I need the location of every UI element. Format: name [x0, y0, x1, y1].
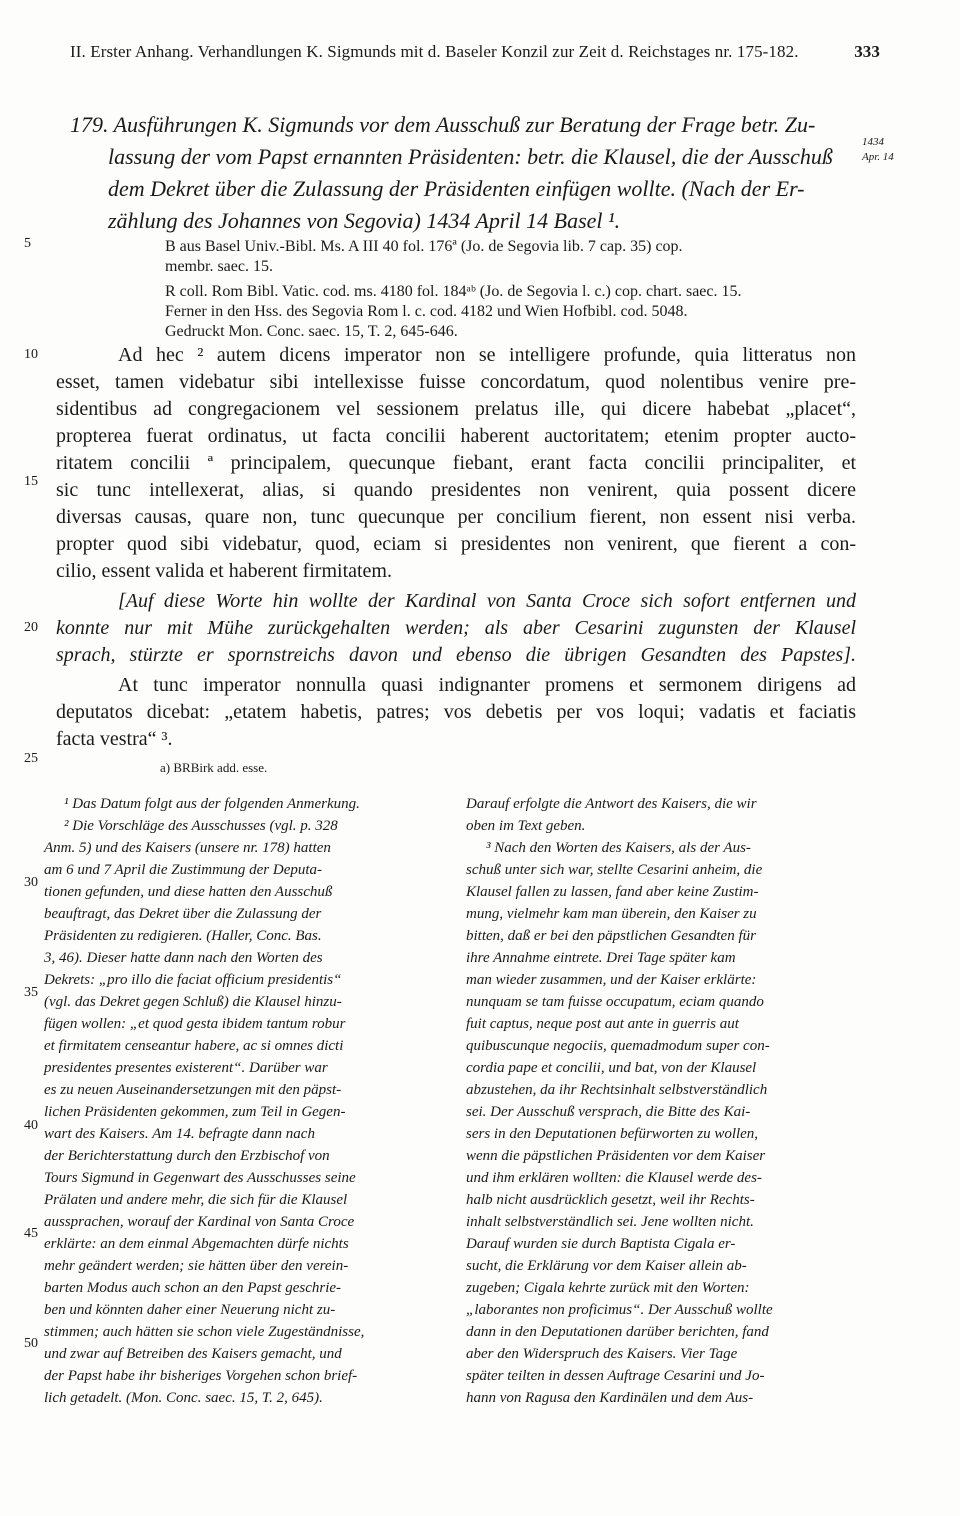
body-line: deputatos dicebat: „etatem habetis, patres; vos debetis per vos loqui; vadatis et faciatis [56, 701, 856, 723]
margin-year: 1434 [862, 136, 884, 148]
critical-apparatus: a) BRBirk add. esse. [160, 760, 268, 775]
footnote-line: ³ Nach den Worten des Kaisers, als der Aus- [486, 840, 751, 856]
line-number: 50 [24, 1336, 38, 1351]
footnote-line: aussprachen, worauf der Kardinal von Santa Croce [44, 1214, 355, 1230]
footnote-line: lich getadelt. (Mon. Conc. saec. 15, T. 2, 645). [44, 1390, 323, 1406]
footnote-line: oben im Text geben. [466, 818, 586, 834]
footnote-line: wenn die päpstlichen Präsidenten vor dem Kaiser [466, 1148, 766, 1164]
footnote-line: halb nicht ausdrücklich gesetzt, weil ihr Rechts- [466, 1192, 755, 1208]
body-line: konnte nur mit Mühe zurückgehalten werden; als aber Cesarini zugunsten der Klausel [56, 617, 856, 639]
page-number: 333 [854, 42, 880, 61]
footnote-line: man wieder zusammen, und der Kaiser erklärte: [466, 972, 757, 988]
footnote-line: aber den Widerspruch des Kaisers. Vier Tage [466, 1346, 738, 1362]
footnote-line: lichen Präsidenten gekommen, zum Teil in Gegen- [44, 1104, 346, 1120]
footnote-line: mung, vielmehr kam man überein, den Kaiser zu [466, 906, 757, 922]
line-number: 40 [24, 1118, 38, 1133]
source-line: B aus Basel Univ.-Bibl. Ms. A III 40 fol. 176ª (Jo. de Segovia lib. 7 cap. 35) cop. [165, 238, 683, 255]
body-line: ritatem concilii ª principalem, quecunque fiebant, erant facta concilii principaliter, et [56, 452, 856, 474]
body-line: diversas causas, quare non, tunc quecunque per concilium fierent, non essent nisi verba. [56, 506, 856, 528]
body-line: sprach, stürzte er spornstreichs davon und ebenso die übrigen Gesandten des Papstes]. [56, 644, 856, 666]
body-line: propterea fuerat ordinatus, ut facta concilii haberent auctoritatem; etenim propter aucto- [56, 425, 856, 447]
footnote-line: Präsidenten zu redigieren. (Haller, Conc. Bas. [44, 928, 322, 944]
footnote-line: stimmen; auch hätten sie schon viele Zugeständnisse, [44, 1324, 365, 1340]
footnote-line: mehr geändert werden; sie hätten über den verein- [44, 1258, 349, 1274]
footnote-line: (vgl. das Dekret gegen Schluß) die Klausel hinzu- [44, 994, 342, 1010]
line-number: 15 [24, 474, 38, 489]
footnote-line: der Berichterstattung durch den Erzbischof von [44, 1148, 330, 1164]
footnote-line: wart des Kaisers. Am 14. befragte dann nach [44, 1126, 315, 1142]
footnote-line: nunquam se tam fuisse occupatum, eciam quando [466, 994, 764, 1010]
source-line: membr. saec. 15. [165, 258, 273, 275]
footnote-line: 3, 46). Dieser hatte dann nach den Worten des [44, 950, 323, 966]
footnote-line: ¹ Das Datum folgt aus der folgenden Anmerkung. [64, 796, 360, 812]
document-title-line: lassung der vom Papst ernannten Präsidenten: betr. die Klausel, die der Ausschuß [108, 144, 833, 169]
margin-day: Apr. 14 [862, 151, 894, 163]
footnote-line: ² Die Vorschläge des Ausschusses (vgl. p. 328 [64, 818, 338, 834]
footnote-line: barten Modus auch schon an den Papst geschrie- [44, 1280, 342, 1296]
line-number: 5 [24, 236, 31, 251]
footnote-line: beauftragt, das Dekret über die Zulassung der [44, 906, 322, 922]
footnote-line: dann in den Deputationen darüber berichten, fand [466, 1324, 769, 1340]
footnote-line: ihre Annahme eintrete. Drei Tage später kam [466, 950, 736, 966]
footnote-line: erklärte: an dem einmal Abgemachten dürfe nichts [44, 1236, 349, 1252]
footnote-line: ben und könnten daher einer Neuerung nicht zu- [44, 1302, 336, 1318]
footnote-line: tionen gefunden, und diese hatten den Ausschuß [44, 884, 333, 900]
body-line: Ad hec ² autem dicens imperator non se intelligere profunde, quia litteratus non [118, 344, 856, 366]
footnote-line: sers in den Deputationen befürworten zu wollen, [466, 1126, 759, 1142]
footnote-line: fügen wollen: „et quod gesta ibidem tantum robur [44, 1016, 346, 1032]
margin-date [862, 135, 894, 165]
line-number: 35 [24, 985, 38, 1000]
footnote-line: Darauf wurden sie durch Baptista Cigala er- [466, 1236, 736, 1252]
body-line: esset, tamen videbatur sibi intellexisse fuisse concordatum, quod nolentibus venire pre- [56, 371, 856, 393]
body-line: sic tunc intellexerat, alias, si quando presidentes non venirent, quia possent dicere [56, 479, 856, 501]
footnote-line: sei. Der Ausschuß versprach, die Bitte des Kai- [466, 1104, 751, 1120]
document-title-line: dem Dekret über die Zulassung der Präsidenten einfügen wollte. (Nach der Er- [108, 176, 805, 201]
footnote-line: Dekrets: „pro illo die faciat officium presidentis“ [44, 972, 342, 988]
footnote-line: et firmitatem censeantur habere, ac si omnes dicti [44, 1038, 344, 1054]
footnote-line: sucht, die Erklärung vor dem Kaiser allein ab- [466, 1258, 747, 1274]
footnote-line: presidentes presentes existerent“. Darüber war [44, 1060, 328, 1076]
footnote-line: es zu neuen Auseinandersetzungen mit den päpst- [44, 1082, 342, 1098]
footnote-line: abzustehen, da ihr Rechtsinhalt selbstverständlich [466, 1082, 768, 1098]
footnote-line: später teilten in dessen Auftrage Cesarini und Jo- [466, 1368, 765, 1384]
footnote-line: Prälaten und andere mehr, die sich für die Klausel [44, 1192, 348, 1208]
footnote-line: und ihm erklären wollten: die Klausel werde des- [466, 1170, 762, 1186]
footnote-line: Tours Sigmund in Gegenwart des Ausschusses seine [44, 1170, 356, 1186]
line-number: 45 [24, 1226, 38, 1241]
footnote-line: inhalt selbstverständlich sei. Jene wollten nicht. [466, 1214, 754, 1230]
source-line: R coll. Rom Bibl. Vatic. cod. ms. 4180 fol. 184ᵃᵇ (Jo. de Segovia l. c.) cop. chart. saec. 15. [165, 283, 742, 300]
running-header [70, 42, 880, 62]
body-line: At tunc imperator nonnulla quasi indignanter promens et sermonem dirigens ad [118, 674, 856, 696]
footnote-line: der Papst habe ihr bisheriges Vorgehen schon brief- [44, 1368, 358, 1384]
document-title-line: 179. Ausführungen K. Sigmunds vor dem Ausschuß zur Beratung der Frage betr. Zu- [70, 112, 816, 137]
line-number: 30 [24, 875, 38, 890]
footnote-line: bitten, daß er bei den päpstlichen Gesandten für [466, 928, 756, 944]
footnote-line: Anm. 5) und des Kaisers (unsere nr. 178) hatten [44, 840, 331, 856]
footnote-line: am 6 und 7 April die Zustimmung der Deputa- [44, 862, 323, 878]
footnote-line: und zwar auf Betreiben des Kaisers gemacht, und [44, 1346, 342, 1362]
running-title: II. Erster Anhang. Verhandlungen K. Sigmunds mit d. Baseler Konzil zur Zeit d. Reichstages nr. 175-182. [70, 42, 799, 61]
footnote-line: Darauf erfolgte die Antwort des Kaisers, die wir [466, 796, 757, 812]
line-number: 10 [24, 347, 38, 362]
footnote-line: Klausel fallen zu lassen, fand aber keine Zustim- [466, 884, 759, 900]
footnote-line: schuß unter sich war, stellte Cesarini anheim, die [466, 862, 763, 878]
document-title-line: zählung des Johannes von Segovia) 1434 April 14 Basel ¹. [108, 208, 621, 233]
body-line: propter quod sibi videbatur, quod, eciam si presidentes non venirent, que fierent a con- [56, 533, 856, 555]
source-line: Ferner in den Hss. des Segovia Rom l. c. cod. 4182 und Wien Hofbibl. cod. 5048. [165, 303, 688, 320]
footnote-line: hann von Ragusa den Kardinälen und dem Aus- [466, 1390, 754, 1406]
body-line: [Auf diese Worte hin wollte der Kardinal von Santa Croce sich sofort entfernen und [118, 590, 856, 612]
line-number: 20 [24, 620, 38, 635]
body-line: cilio, essent valida et haberent firmitatem. [56, 560, 392, 582]
source-line: Gedruckt Mon. Conc. saec. 15, T. 2, 645-646. [165, 323, 458, 340]
line-number: 25 [24, 751, 38, 766]
footnote-line: zugeben; Cigala kehrte zurück mit den Worten: [466, 1280, 750, 1296]
footnote-line: quibuscunque negociis, quemadmodum super con- [466, 1038, 770, 1054]
footnote-line: cordia pape et concilii, und bat, von der Klausel [466, 1060, 757, 1076]
body-line: facta vestra“ ³. [56, 728, 173, 750]
body-line: sidentibus ad congregacionem vel sessionem prelatus ille, qui dicere habebat „placet“, [56, 398, 856, 420]
footnote-line: „laborantes non proficimus“. Der Ausschuß wollte [466, 1302, 773, 1318]
footnote-line: fuit captus, neque post aut ante in guerris aut [466, 1016, 739, 1032]
